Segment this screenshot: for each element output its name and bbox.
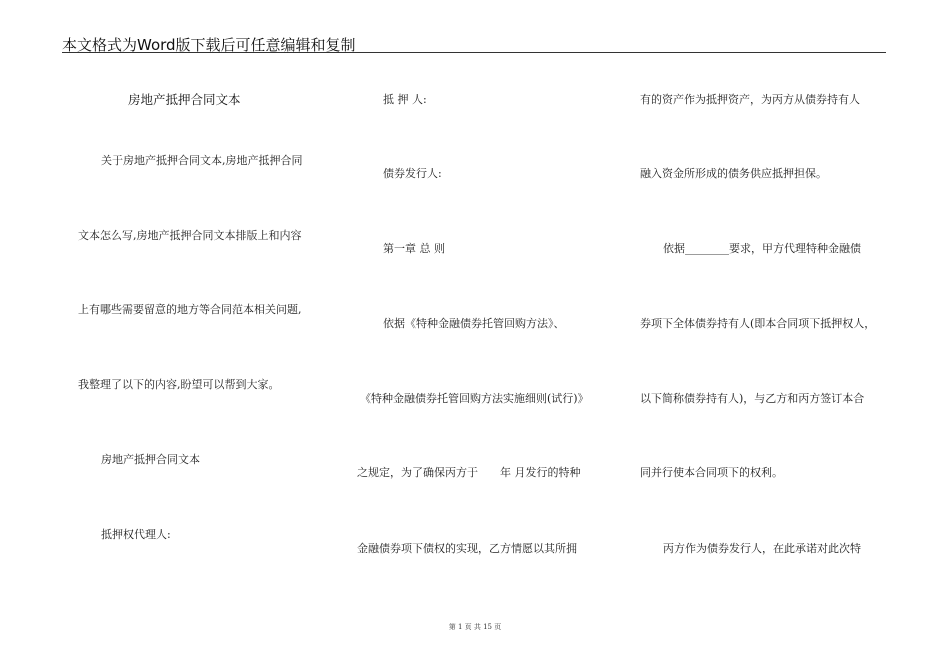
body-line: 关于房地产抵押合同文本,房地产抵押合同 (101, 154, 303, 167)
body-line: 房地产抵押合同文本 (101, 453, 200, 466)
body-line: 融入资金所形成的债务供应抵押担保。 (640, 167, 827, 180)
body-line: 金融债券项下债权的实现，乙方情愿以其所拥 (357, 542, 577, 555)
body-line: 债券发行人: (383, 167, 442, 180)
body-line: 之规定，为了确保丙方于 年 月发行的特种 (357, 466, 581, 479)
body-line: 《特种金融债券托管回购方法实施细则(试行)》 (360, 392, 589, 405)
body-line: 上有哪些需要留意的地方等合同范本相关问题, (78, 303, 302, 316)
body-line: 依据________要求，甲方代理特种金融债 (663, 242, 861, 255)
body-line: 同并行使本合同项下的权利。 (640, 466, 783, 479)
page-footer: 第 1 页 共 15 页 (448, 623, 502, 631)
body-line: 依据《特种金融债券托管回购方法》、 (383, 317, 565, 330)
body-line: 抵 押 人: (383, 93, 427, 106)
document-title: 房地产抵押合同文本 (128, 92, 241, 107)
body-line: 文本怎么写,房地产抵押合同文本排版上和内容 (78, 229, 302, 242)
chapter-heading: 第一章 总 则 (383, 242, 445, 255)
body-line: 抵押权代理人: (101, 528, 171, 541)
body-line: 丙方作为债券发行人，在此承诺对此次特 (663, 542, 861, 555)
header-rule (62, 52, 886, 53)
document-header: 本文格式为Word版下载后可任意编辑和复制 (62, 36, 356, 54)
body-line: 我整理了以下的内容,盼望可以帮到大家。 (78, 378, 280, 391)
body-line: 以下简称债券持有人)，与乙方和丙方签订本合 (640, 392, 865, 405)
body-line: 券项下全体债券持有人(即本合同项下抵押权人， (640, 317, 876, 330)
body-line: 有的资产作为抵押资产，为丙方从债券持有人 (640, 93, 860, 106)
